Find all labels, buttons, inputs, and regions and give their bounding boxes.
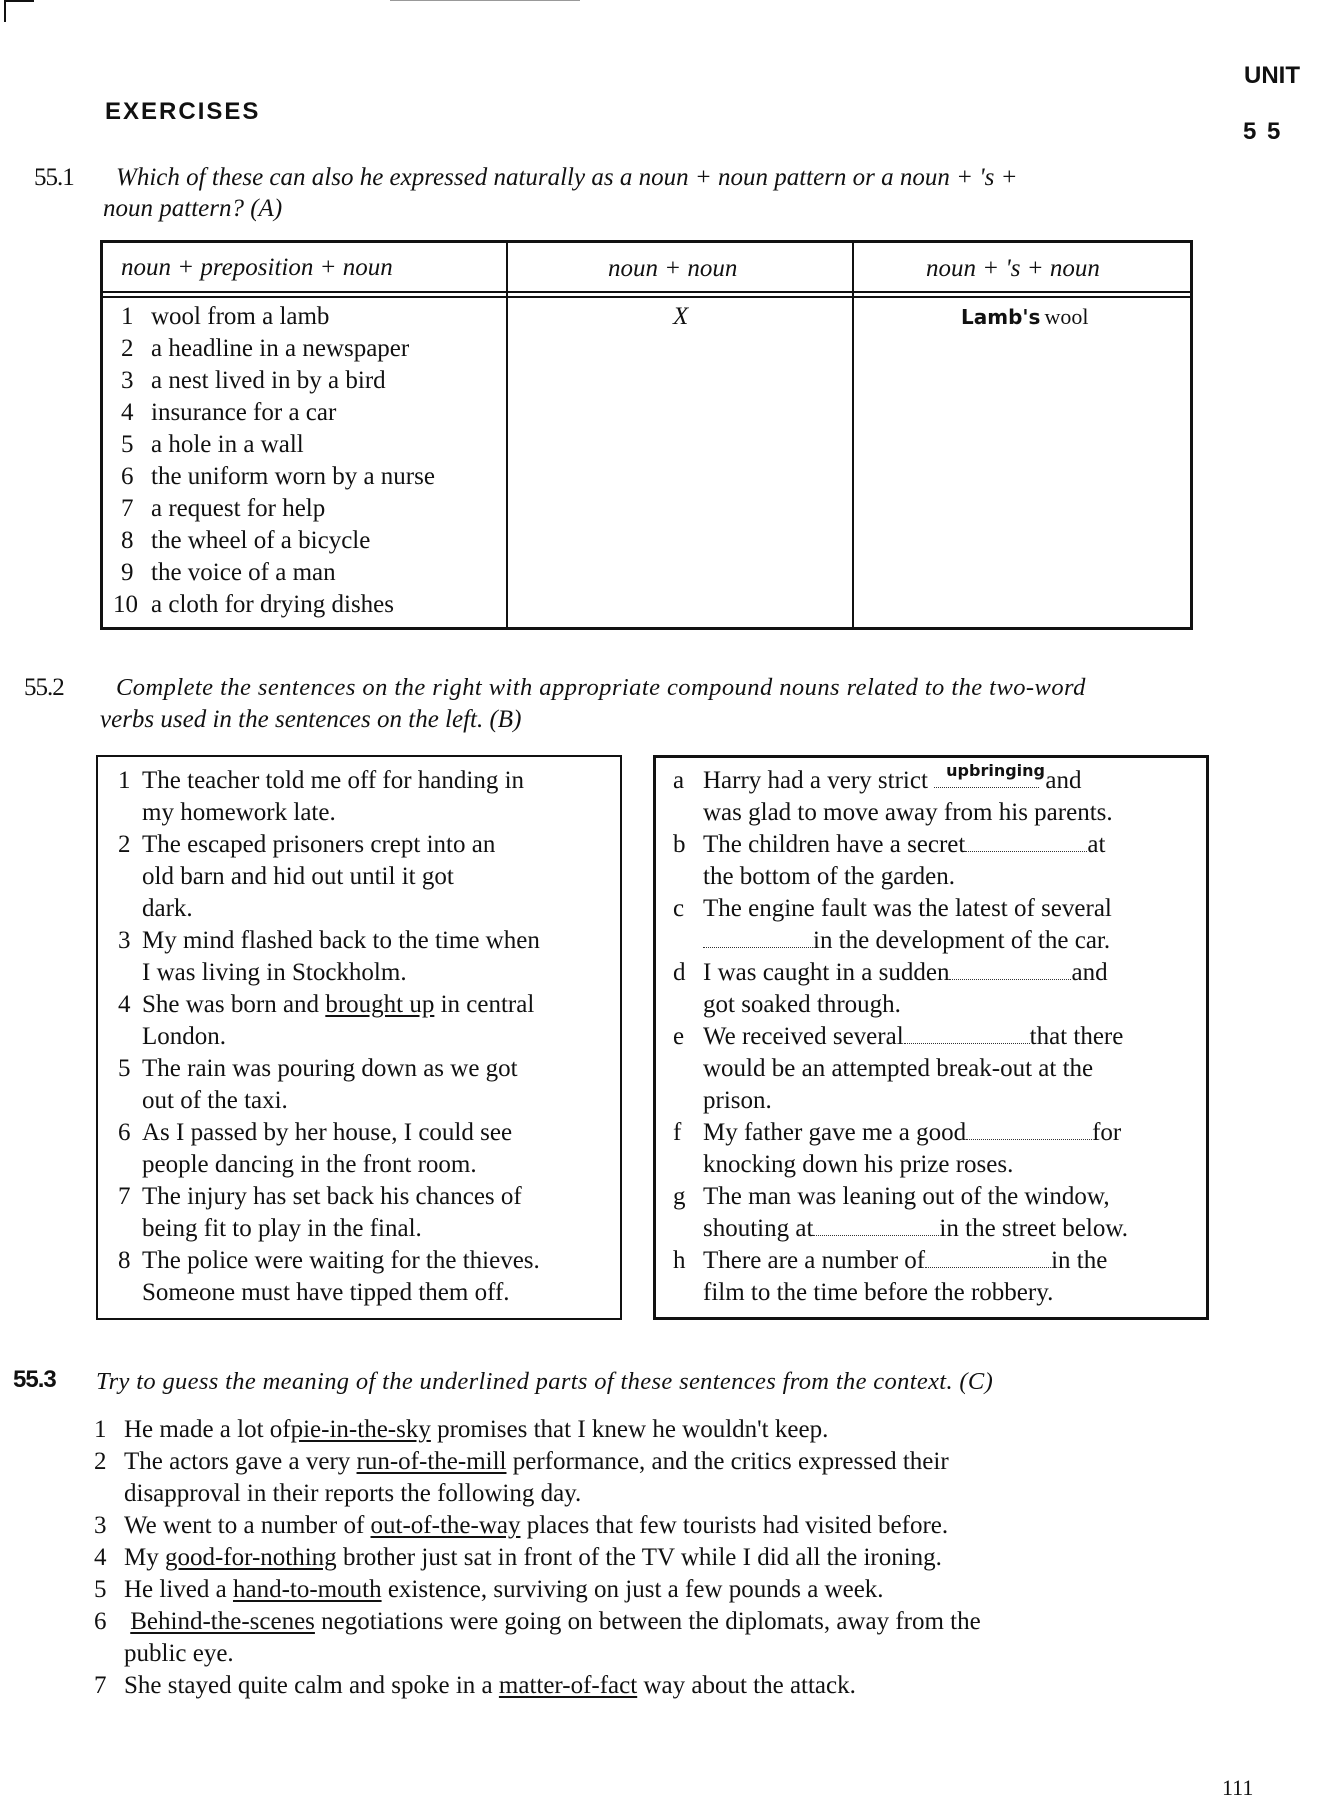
list-item [94,1542,981,1574]
list-item [94,1446,981,1478]
ex1-header-col2: noun + noun [608,255,738,282]
answer-blank[interactable] [966,1121,1092,1140]
list-item [673,1181,1128,1213]
item-text: prison. [703,1087,772,1114]
ex1-table-header-rule2 [103,296,1190,298]
row-text: a cloth for drying dishes [151,591,395,618]
answer-blank[interactable] [949,961,1071,980]
answer-blank[interactable] [965,833,1087,852]
item-text: dark. [142,895,193,922]
printed-answer: wool [1044,304,1089,329]
row-text: the voice of a man [151,559,336,586]
underlined-phrase: out-of-the-way [370,1512,521,1539]
scan-mark-horizontal [4,0,34,2]
list-item [673,893,1128,925]
ex2-left-box [96,755,622,1320]
row-text: the wheel of a bicycle [151,527,371,554]
ex1-row [121,397,435,429]
underlined-phrase: Behind-the-scenes [130,1608,315,1635]
ex1-rows [113,301,435,621]
answer-blank[interactable] [925,1249,1051,1268]
ex1-row [121,461,435,493]
scan-mark-vertical [4,0,6,22]
ex1-row [121,525,435,557]
item-text: My [124,1544,159,1571]
list-item [94,1606,981,1638]
ex3-instruction: Try to guess the meaning of the underlined parts of these sentences from the context. (C) [96,1368,994,1395]
ex2-right-box [653,755,1209,1320]
item-text: There are a number of [703,1247,926,1274]
item-number: 8 [118,1247,131,1274]
list-item [118,989,540,1021]
item-text: The actors gave a very [124,1448,351,1475]
row-number: 5 [121,431,134,458]
row-number: 6 [121,463,134,490]
item-text: We received several [703,1023,904,1050]
row-text: wool from a lamb [151,303,330,330]
item-number: 3 [94,1512,107,1539]
item-number: 2 [118,831,131,858]
row-number: 2 [121,335,134,362]
underlined-phrase: run-of-the-mill [356,1448,507,1475]
list-item [118,925,540,957]
row-number: 9 [121,559,134,586]
ex2-left-list [118,765,540,1309]
item-letter: e [673,1023,685,1050]
underlined-phrase: hand-to-mouth [232,1576,382,1603]
item-text: film to the time before the robbery. [703,1279,1054,1306]
list-item [94,1670,981,1702]
ex1-header-col1: noun + preposition + noun [121,254,393,281]
item-letter: b [673,831,686,858]
ex3-number: 55.3 [13,1366,56,1393]
row-text: a nest lived in by a bird [151,367,386,394]
item-text: The children have a secret [703,831,966,858]
ex1-header-col3: noun + 's + noun [926,255,1100,282]
ex1-row [121,429,435,461]
item-text: The engine fault was the latest of several [703,895,1112,922]
ex1-table-col-divider-1 [506,243,508,627]
item-text: in central [440,991,535,1018]
item-text: The police were waiting for the thieves. [142,1247,540,1274]
item-text: old barn and hid out until it got [142,863,454,890]
item-text: I was living in Stockholm. [142,959,407,986]
list-item [118,829,540,861]
item-text: performance, and the critics expressed their [512,1448,949,1475]
item-text: disapproval in their reports the following day. [124,1480,582,1507]
item-text: people dancing in the front room. [142,1151,477,1178]
item-text: the bottom of the garden. [703,863,956,890]
item-text: in the development of the car. [813,927,1111,954]
row-number: 1 [121,303,134,330]
answer-blank[interactable] [934,761,1045,788]
list-item [673,1117,1128,1149]
item-text: and [1071,959,1108,986]
item-text: out of the taxi. [142,1087,288,1114]
item-text: The teacher told me off for handing in [142,767,525,794]
unit-number: 5 5 [1243,118,1283,145]
item-text: London. [142,1023,227,1050]
underlined-phrase: matter-of-fact [498,1672,638,1699]
item-text: He made a lot of [124,1416,291,1443]
item-text: being fit to play in the final. [142,1215,422,1242]
item-letter: d [673,959,686,986]
page-number: 111 [1222,1775,1254,1800]
item-text: for [1092,1119,1122,1146]
item-text: would be an attempted break-out at the [703,1055,1094,1082]
item-text: way about the attack. [643,1672,856,1699]
item-text: existence, surviving on just a few pounds a week. [387,1576,884,1603]
row-text: the uniform worn by a nurse [151,463,435,490]
item-number: 3 [118,927,131,954]
ex1-instruction-line2: noun pattern? (A) [103,195,283,222]
row-text: a hole in a wall [151,431,304,458]
item-text: The escaped prisoners crept into an [142,831,496,858]
ex1-table [100,240,1193,630]
item-letter: f [673,1119,682,1146]
item-text: She was born and [142,991,320,1018]
item-text: He lived a [124,1576,227,1603]
item-number: 7 [118,1183,131,1210]
item-number: 5 [118,1055,131,1082]
item-text: that there [1029,1023,1124,1050]
row-number: 4 [121,399,134,426]
answer-blank[interactable] [703,929,813,948]
item-text: The man was leaning out of the window, [703,1183,1110,1210]
list-item [673,1245,1128,1277]
item-text: brother just sat in front of the TV while I did all the ironing. [342,1544,942,1571]
handwritten-answer: Lamb's [961,305,1041,329]
list-item [118,1181,540,1213]
item-text: Harry had a very strict [703,767,928,794]
ex1-row [121,493,435,525]
ex1-row [113,589,435,621]
item-text: in the street below. [939,1215,1129,1242]
item-text: She stayed quite calm and spoke in a [124,1672,493,1699]
answer-blank[interactable] [813,1217,939,1236]
item-number: 7 [94,1672,107,1699]
item-text: was glad to move away from his parents. [703,799,1113,826]
item-text: The injury has set back his chances of [142,1183,522,1210]
row-text: insurance for a car [151,399,337,426]
list-item [118,765,540,797]
item-letter: h [673,1247,686,1274]
ex1-table-header-rule [103,291,1190,293]
list-item [94,1574,981,1606]
ex1-example-possessive [961,301,1088,333]
item-number: 2 [94,1448,107,1475]
list-item [118,1117,540,1149]
item-number: 6 [118,1119,131,1146]
item-number: 1 [118,767,131,794]
item-text: knocking down his prize roses. [703,1151,1014,1178]
list-item [673,1021,1128,1053]
list-item [94,1510,981,1542]
row-text: a request for help [151,495,326,522]
item-text: shouting at [703,1215,814,1242]
ex1-row [121,301,435,333]
item-letter: c [673,895,685,922]
ex1-row [121,557,435,589]
item-text: As I passed by her house, I could see [142,1119,513,1146]
item-letter: a [673,767,685,794]
item-text: and [1045,767,1082,794]
item-number: 4 [94,1544,107,1571]
ex1-instruction-line1: Which of these can also he expressed naturally as a noun + noun pattern or a noun + 's + [116,164,1018,191]
ex1-example-noun-noun: X [673,303,689,330]
section-title: EXERCISES [105,98,261,125]
handwritten-answer: upbringing [946,761,1045,780]
ex1-row [121,333,435,365]
item-letter: g [673,1183,686,1210]
item-text: my homework late. [142,799,336,826]
row-number: 8 [121,527,134,554]
list-item [94,1414,981,1446]
list-item [673,761,1128,797]
scan-mark-top [390,0,580,1]
row-number: 7 [121,495,134,522]
list-item [118,1053,540,1085]
list-item [118,1245,540,1277]
row-number: 10 [113,591,138,618]
ex2-right-list [673,761,1129,1309]
ex1-row [121,365,435,397]
row-text: a headline in a newspaper [151,335,410,362]
ex2-instruction-line1: Complete the sentences on the right with appropriate compound nouns related to the two-word [116,674,1086,701]
item-number: 5 [94,1576,107,1603]
row-number: 3 [121,367,134,394]
ex2-number: 55.2 [24,674,64,701]
list-item [673,957,1128,989]
item-text: negotiations were going on between the diplomats, away from the [321,1608,981,1635]
item-text: got soaked through. [703,991,901,1018]
item-text: The rain was pouring down as we got [142,1055,518,1082]
ex2-instruction-line2: verbs used in the sentences on the left. (B) [100,706,522,733]
item-text: Someone must have tipped them off. [142,1279,510,1306]
item-number: 6 [94,1608,107,1635]
list-item [673,829,1128,861]
item-number: 4 [118,991,131,1018]
underlined-phrase: pie-in-the-sky [290,1416,431,1443]
item-text: We went to a number of [124,1512,365,1539]
item-number: 1 [94,1416,107,1443]
item-text: I was caught in a sudden [703,959,950,986]
item-text: My father gave me a good [703,1119,967,1146]
ex1-table-col-divider-2 [852,243,854,627]
underlined-phrase: good-for-nothing [164,1544,337,1571]
ex3-list [94,1414,981,1702]
underlined-phrase: brought up [325,991,435,1018]
unit-label: UNIT [1244,62,1300,89]
answer-blank[interactable] [904,1025,1030,1044]
item-text: public eye. [124,1640,234,1667]
ex1-number: 55.1 [34,164,74,191]
item-text: in the [1051,1247,1108,1274]
item-text: places that few tourists had visited before. [526,1512,949,1539]
item-text: My mind flashed back to the time when [142,927,540,954]
item-text: promises that I knew he wouldn't keep. [437,1416,829,1443]
item-text: at [1087,831,1106,858]
